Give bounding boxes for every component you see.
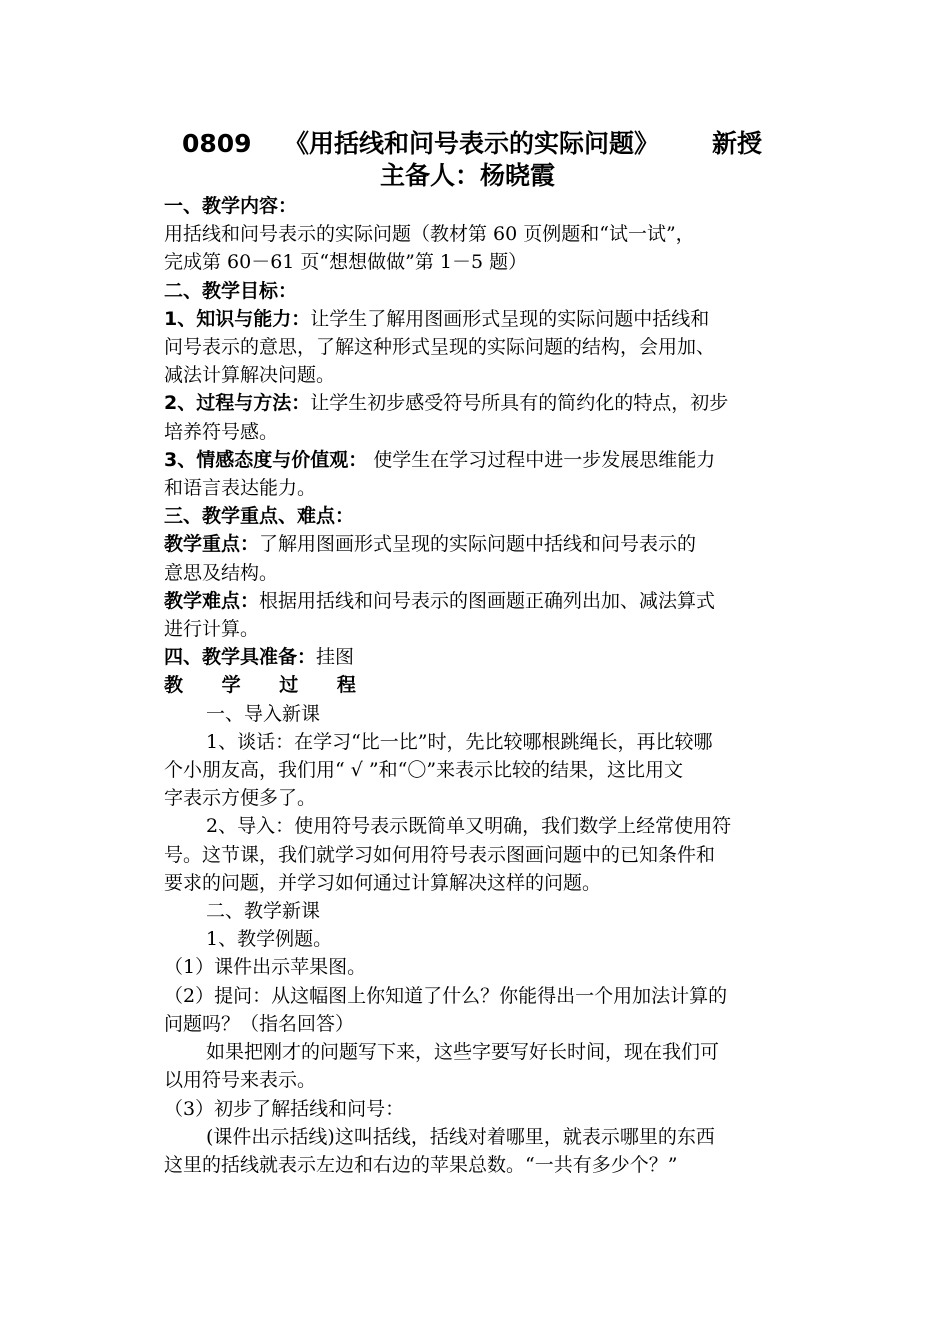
intro2-line-1: 2、导入：使用符号表示既简单又明确，我们数学上经常使用符 (206, 815, 732, 838)
prep-line (164, 643, 788, 671)
key-line-1 (164, 530, 788, 558)
goal1-line-1 (164, 305, 788, 333)
step2-line-1: （2）提问：从这幅图上你知道了什么？你能得出一个用加法计算的 (164, 984, 728, 1007)
step2-line-2: 问题吗？（指名回答） (164, 1012, 355, 1035)
intro2-line-3: 要求的问题，并学习如何通过计算解决这样的问题。 (164, 871, 602, 894)
key-text: 了解用图画形式呈现的实际问题中括线和问号表示的 (259, 533, 697, 556)
goal1-text: 让学生了解用图画形式呈现的实际问题中括线和 (310, 307, 710, 330)
goal3-line-2: 和语言表达能力。 (164, 477, 317, 500)
intro2-line-2: 号。这节课，我们就学习如何用符号表示图画问题中的已知条件和 (164, 843, 716, 866)
goal1-line-3: 减法计算解决问题。 (164, 364, 336, 387)
diff-label: 教学难点： (164, 589, 260, 612)
content-text-2: 完成第 60－61 页“想想做做”第 1－5 题） (164, 251, 528, 274)
intro1-line-2: 个小朋友高，我们用“ √ ”和“〇”来表示比较的结果，这比用文 (164, 759, 684, 782)
prep-value: 挂图 (316, 646, 355, 669)
new-lesson-heading: 二、教学新课 (206, 900, 321, 923)
intro1-line-1: 1、谈话：在学习“比一比”时，先比较哪根跳绳长，再比较哪 (206, 730, 713, 753)
lesson-title: 《用括线和问号表示的实际问题》 (284, 129, 660, 158)
intro-heading: 一、导入新课 (206, 702, 321, 725)
content-heading: 一、教学内容： (164, 195, 298, 217)
lesson-code: 0809 (182, 129, 252, 158)
process-heading: 教 学 过 程 (164, 674, 372, 697)
author-line (164, 160, 788, 192)
goal3-text: 使学生在学习过程中进一步发展思维能力 (367, 448, 716, 471)
goal2-line-1 (164, 389, 788, 417)
key-line-2: 意思及结构。 (164, 561, 279, 584)
lesson-type: 新授 (712, 129, 763, 158)
title-line (164, 128, 788, 160)
key-label: 教学重点： (164, 533, 260, 556)
step3-line: （3）初步了解括线和问号： (164, 1097, 405, 1120)
lesson-author: 主备人：杨晓霞 (380, 161, 556, 190)
goal3-line-1 (164, 446, 788, 474)
goal2-line-2: 培养符号感。 (164, 420, 279, 443)
prep-heading: 四、教学具准备： (164, 646, 317, 669)
goal2-label: 2、过程与方法： (164, 392, 311, 415)
step1-line: （1）课件出示苹果图。 (164, 956, 367, 979)
document-page (164, 128, 788, 1179)
para-line-1: 如果把刚才的问题写下来，这些字要写好长时间，现在我们可 (206, 1041, 720, 1064)
diff-line-2: 进行计算。 (164, 618, 260, 641)
example-heading: 1、教学例题。 (206, 928, 333, 951)
content-text-1: 用括线和问号表示的实际问题（教材第 60 页例题和“试一试”， (164, 223, 695, 246)
key-heading: 三、教学重点、难点： (164, 505, 355, 528)
goal1-line-2: 问号表示的意思，了解这种形式呈现的实际问题的结构，会用加、 (164, 336, 716, 359)
bracket-line-2: 这里的括线就表示左边和右边的苹果总数。“一共有多少个？” (164, 1153, 678, 1176)
diff-text: 根据用括线和问号表示的图画题正确列出加、减法算式 (259, 589, 716, 612)
goal3-label: 3、情感态度与价值观： (164, 448, 368, 471)
diff-line-1 (164, 587, 788, 615)
intro1-line-3: 字表示方便多了。 (164, 787, 317, 810)
bracket-line-1: (课件出示括线)这叫括线，括线对着哪里，就表示哪里的东西 (206, 1125, 715, 1148)
goals-heading: 二、教学目标： (164, 279, 298, 302)
goal1-label: 1、知识与能力： (164, 307, 311, 330)
para-line-2: 以用符号来表示。 (164, 1069, 317, 1092)
goal2-text: 让学生初步感受符号所具有的简约化的特点，初步 (310, 392, 729, 415)
